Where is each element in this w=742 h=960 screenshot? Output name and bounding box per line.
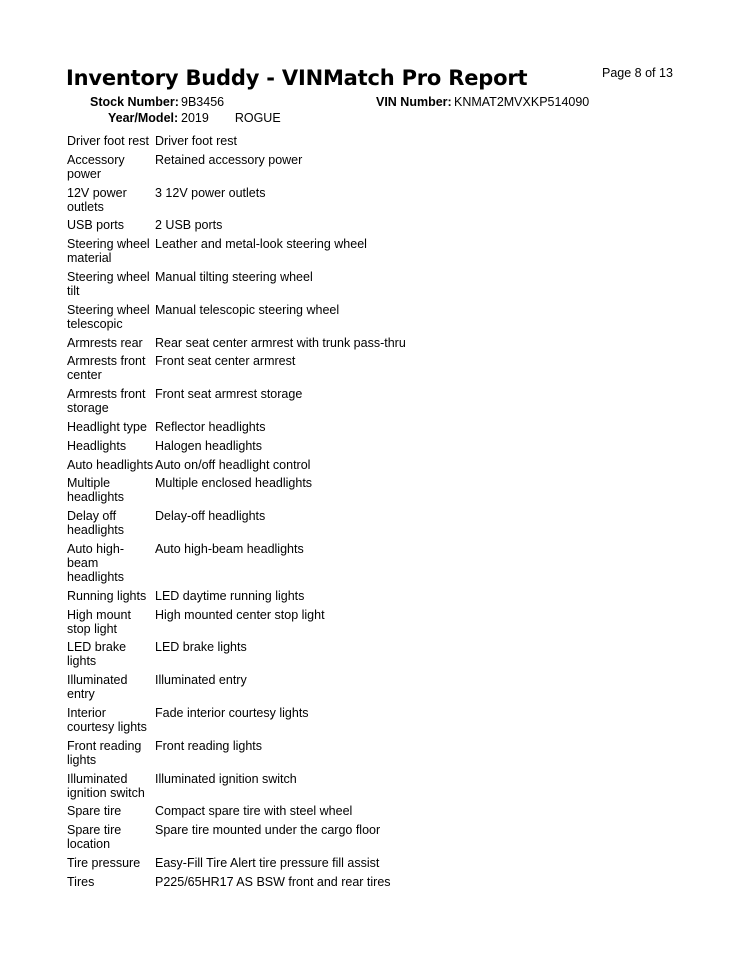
feature-label: USB ports bbox=[67, 218, 124, 233]
feature-value: Driver foot rest bbox=[155, 134, 237, 148]
table-row bbox=[67, 420, 667, 439]
feature-value: Illuminated ignition switch bbox=[155, 771, 297, 786]
feature-label: Steering wheel tilt bbox=[67, 269, 150, 298]
feature-value: P225/65HR17 AS BSW front and rear tires bbox=[155, 874, 391, 889]
feature-value: Front reading lights bbox=[155, 738, 263, 753]
table-row bbox=[67, 673, 667, 706]
feature-value: High mounted center stop light bbox=[155, 607, 325, 622]
report-title: Inventory Buddy - VINMatch Pro Report bbox=[66, 66, 528, 90]
feature-label: Steering wheel telescopic bbox=[67, 302, 150, 331]
feature-value: LED brake lights bbox=[155, 640, 247, 655]
feature-value: Delay-off headlights bbox=[155, 509, 266, 524]
feature-label: Auto high-beam headlights bbox=[67, 541, 124, 584]
feature-value: Multiple enclosed headlights bbox=[155, 476, 313, 491]
year-value: 2019 bbox=[181, 111, 209, 125]
feature-value: LED daytime running lights bbox=[155, 588, 305, 603]
feature-label: Interior courtesy lights bbox=[67, 705, 147, 734]
table-row bbox=[67, 608, 667, 641]
feature-label: Auto headlights bbox=[67, 457, 154, 472]
table-row bbox=[67, 237, 667, 270]
table-row bbox=[67, 589, 667, 608]
vin-number-value: KNMAT2MVXKP514090 bbox=[454, 95, 590, 109]
feature-value: Manual tilting steering wheel bbox=[155, 269, 313, 284]
feature-label: LED brake lights bbox=[67, 640, 127, 669]
feature-value: Fade interior courtesy lights bbox=[155, 705, 309, 720]
table-row bbox=[67, 509, 667, 542]
feature-label: Spare tire location bbox=[67, 823, 122, 852]
feature-label: Front reading lights bbox=[67, 738, 142, 767]
stock-number bbox=[90, 95, 224, 109]
vin-number-label: VIN Number: bbox=[376, 95, 452, 109]
table-row bbox=[67, 640, 667, 673]
feature-label: Tire pressure bbox=[67, 855, 141, 870]
table-row bbox=[67, 804, 667, 823]
year-model-label: Year/Model: bbox=[108, 111, 179, 125]
feature-label: Illuminated ignition switch bbox=[67, 771, 145, 800]
stock-number-value: 9B3456 bbox=[181, 95, 225, 109]
table-row bbox=[67, 218, 667, 237]
feature-label: Multiple headlights bbox=[67, 476, 124, 505]
feature-value: 3 12V power outlets bbox=[155, 185, 266, 200]
table-row bbox=[67, 823, 667, 856]
feature-value: Halogen headlights bbox=[155, 438, 263, 453]
feature-label: Armrests front center bbox=[67, 354, 146, 383]
feature-label: Steering wheel material bbox=[67, 237, 150, 266]
feature-label: Driver foot rest bbox=[67, 134, 149, 148]
feature-label: Tires bbox=[67, 874, 95, 889]
table-row bbox=[67, 856, 667, 875]
table-row bbox=[67, 875, 667, 894]
table-row bbox=[67, 439, 667, 458]
feature-value: Spare tire mounted under the cargo floor bbox=[155, 823, 381, 838]
table-row bbox=[67, 134, 667, 153]
page-number: Page 8 of 13 bbox=[602, 66, 673, 80]
table-row bbox=[67, 153, 667, 186]
feature-label: Armrests front storage bbox=[67, 387, 146, 416]
table-row bbox=[67, 458, 667, 477]
feature-value: Rear seat center armrest with trunk pass-thru bbox=[155, 335, 406, 350]
table-row bbox=[67, 542, 667, 589]
feature-label: 12V power outlets bbox=[67, 185, 127, 214]
feature-value: 2 USB ports bbox=[155, 218, 223, 233]
feature-label: Armrests rear bbox=[67, 335, 143, 350]
feature-label: Spare tire bbox=[67, 804, 122, 819]
table-row bbox=[67, 186, 667, 219]
table-row bbox=[67, 303, 667, 336]
feature-value: Front seat armrest storage bbox=[155, 387, 303, 402]
table-row bbox=[67, 476, 667, 509]
feature-label: Illuminated entry bbox=[67, 673, 128, 702]
table-row bbox=[67, 270, 667, 303]
feature-value: Auto high-beam headlights bbox=[155, 541, 304, 556]
year-model bbox=[108, 111, 281, 125]
stock-number-label: Stock Number: bbox=[90, 95, 179, 109]
feature-value: Illuminated entry bbox=[155, 673, 247, 688]
vin-number bbox=[376, 95, 589, 109]
table-row bbox=[67, 706, 667, 739]
feature-label: Delay off headlights bbox=[67, 509, 124, 538]
feature-value: Manual telescopic steering wheel bbox=[155, 302, 340, 317]
feature-label: Headlights bbox=[67, 438, 127, 453]
table-row bbox=[67, 739, 667, 772]
feature-label: High mount stop light bbox=[67, 607, 131, 636]
table-row bbox=[67, 387, 667, 420]
table-row bbox=[67, 772, 667, 805]
table-row bbox=[67, 336, 667, 355]
feature-value: Front seat center armrest bbox=[155, 354, 296, 369]
feature-label: Running lights bbox=[67, 588, 147, 603]
feature-value: Leather and metal-look steering wheel bbox=[155, 237, 367, 252]
feature-value: Auto on/off headlight control bbox=[155, 457, 311, 472]
features-table bbox=[67, 134, 667, 894]
table-row bbox=[67, 354, 667, 387]
feature-value: Easy-Fill Tire Alert tire pressure fill assist bbox=[155, 855, 380, 870]
model-value: ROGUE bbox=[234, 111, 281, 125]
feature-value: Retained accessory power bbox=[155, 152, 303, 167]
feature-label: Accessory power bbox=[67, 152, 125, 181]
feature-value: Reflector headlights bbox=[155, 419, 266, 434]
feature-value: Compact spare tire with steel wheel bbox=[155, 804, 353, 819]
feature-label: Headlight type bbox=[67, 419, 147, 434]
